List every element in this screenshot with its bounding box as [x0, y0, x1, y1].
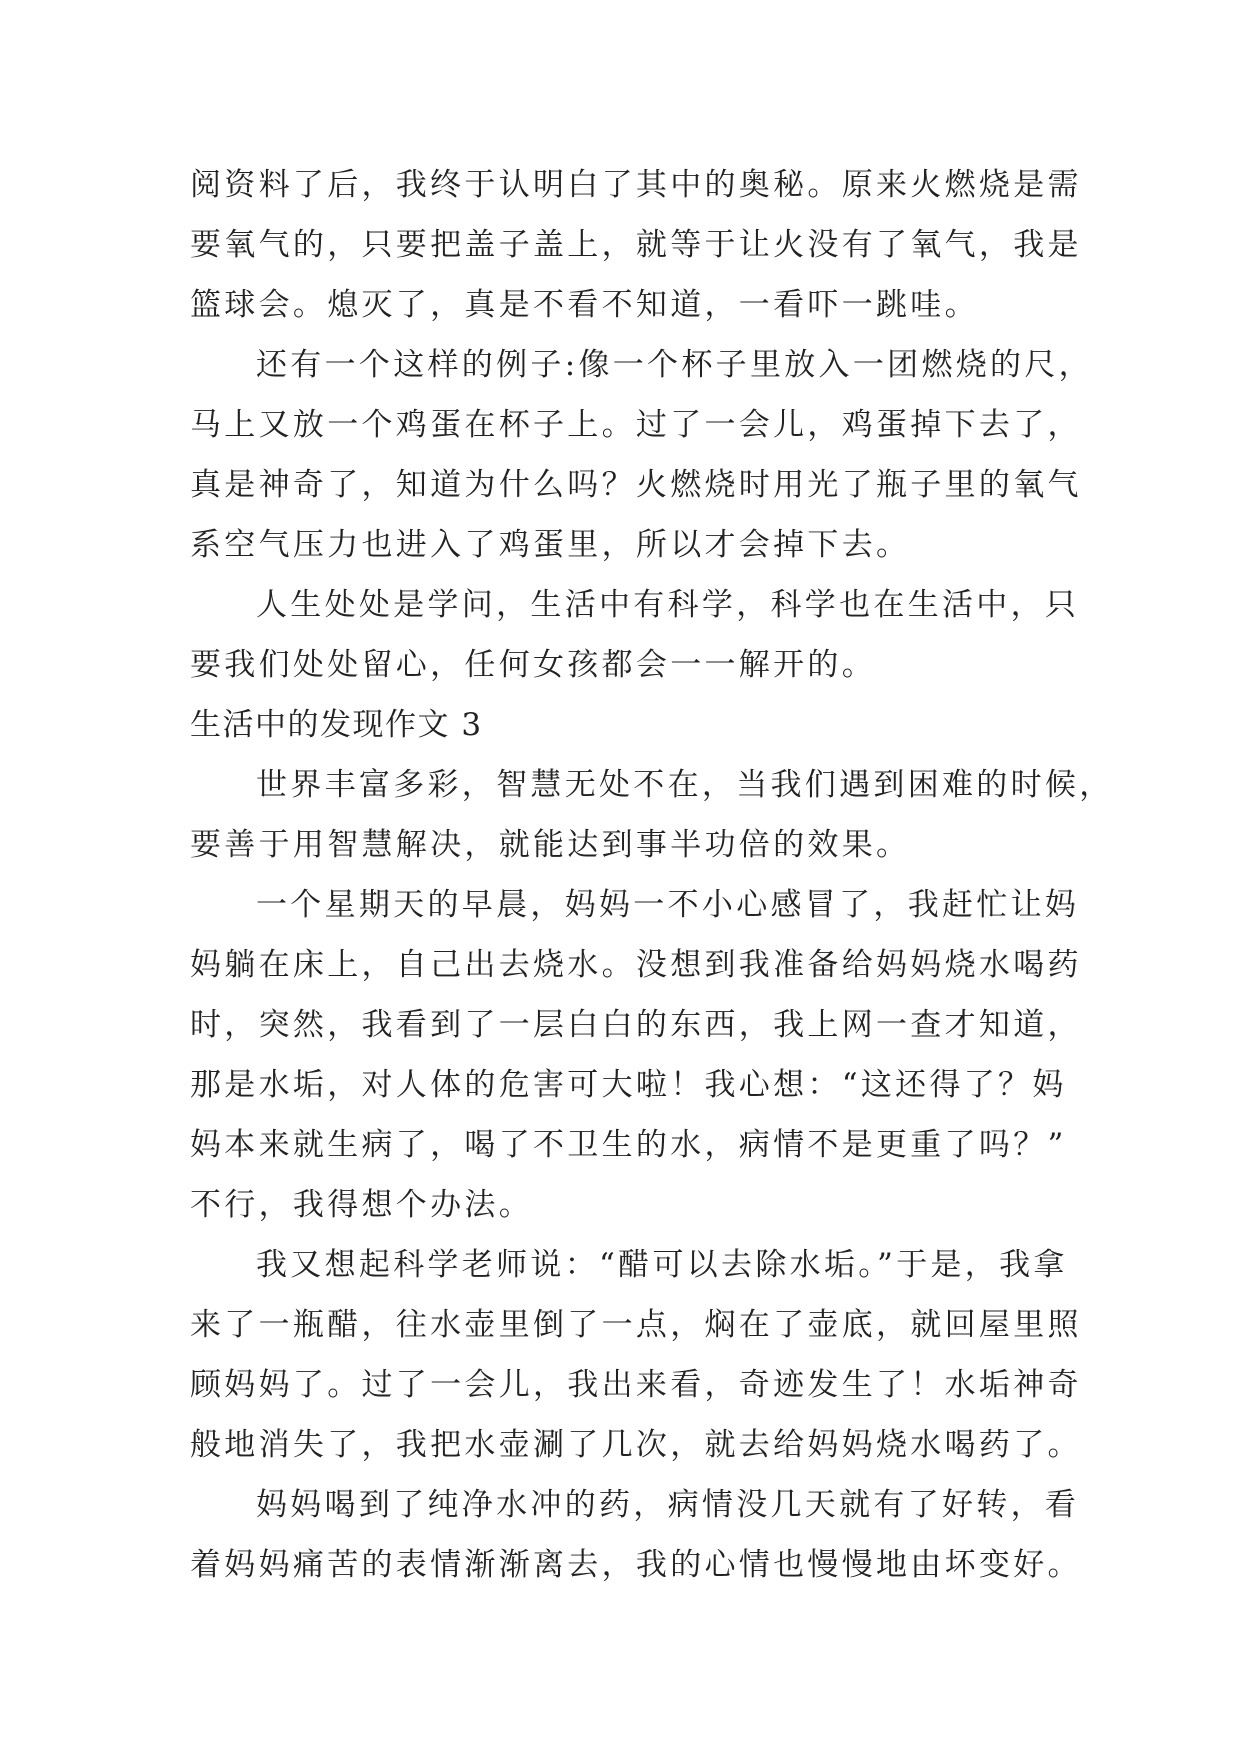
text-line: 那是水垢，对人体的危害可大啦！我心想：“这还得了？妈	[190, 1067, 1067, 1103]
text-line: 阅资料了后，我终于认明白了其中的奥秘。原来火燃烧是需	[190, 167, 1082, 203]
paragraph	[190, 755, 1114, 875]
text-line: 人生处处是学问，生活中有科学，科学也在生活中，只	[256, 587, 1080, 623]
text-line: 世界丰富多彩，智慧无处不在，当我们遇到困难的时候，	[256, 767, 1114, 803]
text-line: 还有一个这样的例子:像一个杯子里放入一团燃烧的尺，	[256, 347, 1093, 383]
text-line: 真是神奇了，知道为什么吗？火燃烧时用光了瓶子里的氧气	[190, 467, 1082, 503]
paragraph	[190, 875, 1082, 1235]
text-line: 一个星期天的早晨，妈妈一不小心感冒了，我赶忙让妈	[256, 887, 1080, 923]
document-body	[190, 155, 1114, 1595]
section-heading	[190, 695, 1070, 755]
text-line: 妈妈喝到了纯净水冲的药，病情没几天就有了好转，看	[256, 1487, 1080, 1523]
text-line: 马上又放一个鸡蛋在杯子上。过了一会儿，鸡蛋掉下去了，	[190, 407, 1082, 443]
paragraph	[190, 575, 1080, 695]
text-line: 时，突然，我看到了一层白白的东西，我上网一查才知道，	[190, 1007, 1082, 1043]
text-line: 篮球会。熄灭了，真是不看不知道，一看吓一跳哇。	[190, 287, 979, 323]
text-line: 要善于用智慧解决，就能达到事半功倍的效果。	[190, 827, 911, 863]
text-line: 系空气压力也进入了鸡蛋里，所以才会掉下去。	[190, 527, 911, 563]
text-line: 我又想起科学老师说：“醋可以去除水垢。”于是，我拿	[256, 1247, 1068, 1283]
text-line: 妈躺在床上，自己出去烧水。没想到我准备给妈妈烧水喝药	[190, 947, 1082, 983]
text-line: 要氧气的，只要把盖子盖上，就等于让火没有了氧气，我是	[190, 227, 1082, 263]
heading-text: 生活中的发现作文 3	[190, 707, 483, 743]
text-line: 来了一瓶醋，往水壶里倒了一点，焖在了壶底，就回屋里照	[190, 1307, 1082, 1343]
paragraph	[190, 155, 1082, 335]
text-line: 不行，我得想个办法。	[190, 1187, 533, 1223]
text-line: 顾妈妈了。过了一会儿，我出来看，奇迹发生了！水垢神奇	[190, 1367, 1082, 1403]
paragraph	[190, 1235, 1082, 1475]
paragraph	[190, 335, 1093, 575]
paragraph	[190, 1475, 1082, 1595]
text-line: 般地消失了，我把水壶涮了几次，就去给妈妈烧水喝药了。	[190, 1427, 1082, 1463]
text-line: 着妈妈痛苦的表情渐渐离去，我的心情也慢慢地由坏变好。	[190, 1547, 1082, 1583]
text-line: 妈本来就生病了，喝了不卫生的水，病情不是更重了吗？”	[190, 1127, 1067, 1163]
text-line: 要我们处处留心，任何女孩都会一一解开的。	[190, 647, 876, 683]
